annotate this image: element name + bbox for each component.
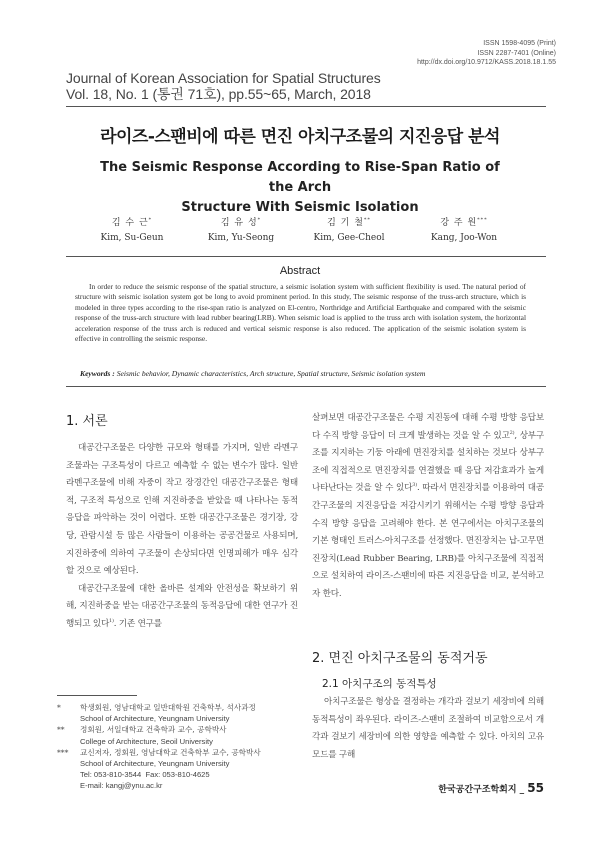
left-column: [66, 440, 298, 634]
english-title-line-2: Structure With Seismic Isolation: [181, 200, 419, 215]
volume-info: Vol. 18, No. 1 (통권 71호), pp.55~65, March, 2018: [66, 86, 371, 102]
author-name-kr: 김 수 근: [111, 218, 149, 228]
footnote-mark: **: [57, 725, 65, 735]
page-footer: [438, 781, 544, 795]
footnote-affiliation-kr: 학생회원, 영남대학교 일반대학원 건축학부, 석사과정: [80, 703, 256, 712]
intro-text: 살펴보면 대공간구조물은 수평 지진동에 대해 수평 방향 응답보다 수직 방향 응답이 더 크게 발생하는 것을 알 수 있고: [312, 413, 544, 441]
author-name-kr: 김 기 철: [327, 218, 364, 228]
footnote-affiliation-en: School of Architecture, Yeungnam University: [80, 714, 230, 724]
contact-email[interactable]: E-mail: kangj@ynu.ac.kr: [80, 781, 163, 791]
english-title: [90, 158, 510, 218]
abstract-bottom-divider: [66, 386, 546, 387]
author-mark: *: [148, 217, 153, 223]
citation-1: 1): [109, 618, 114, 625]
contact-phone-fax: [57, 769, 307, 780]
right-column-top: [312, 410, 544, 604]
footnote-2: [57, 724, 307, 735]
author-2: [181, 213, 301, 246]
intro-paragraph-1: 대공간구조물은 다양한 규모와 형태를 가지며, 일반 라멘구조물과는 구조특성이 다르고 예측할 수 없는 변수가 많다. 일반 라멘구조물에 비해 자중이 작고 장경간인 대공간구조물은 형태적, 구조적 특성으로 인해 지진하중을 받았을 때 나타나는 동적응답을 파악하는 것이 어렵다. 또한 대공간구조물은 경기장, 강당, 관람시설 등 많은 사람들이 이용하는 공공건물로 사용되며, 지진하중에 의하여 구조물이 손상되다면 인명피해가 매우 심각할 것으로 예상된다.: [66, 443, 298, 577]
header-divider: [66, 106, 546, 107]
citation-2: 2): [509, 429, 515, 436]
author-name-en: Kim, Su-Geun: [100, 233, 164, 243]
issn-print: ISSN 1598-4095 (Print): [483, 40, 556, 47]
footnote-3: [57, 747, 307, 758]
footer-journal: 한국공간구조학회지 _: [438, 785, 528, 795]
section-2-1-title: 2.1 아치구조의 동적특성: [322, 678, 437, 690]
abstract-heading: Abstract: [279, 265, 321, 277]
section-2-title: 2. 면진 아치구조물의 동적거동: [312, 651, 488, 666]
journal-block: [66, 70, 381, 102]
footnote-affiliation-kr: 정회원, 서일대학교 건축학과 교수, 공학박사: [80, 725, 227, 735]
issn-online: ISSN 2287-7401 (Online): [477, 49, 556, 57]
author-1: [72, 213, 192, 246]
intro-paragraph-2-continued: [312, 410, 544, 604]
author-name-kr: 김 유 성: [220, 218, 258, 228]
abstract-top-divider: [66, 256, 546, 257]
footnote-mark: *: [57, 703, 61, 712]
intro-paragraph-2-text: 대공간구조물에 대한 올바른 설계와 안전성을 확보하기 위해, 지진하중을 받는 대공간구조물의 동적응답에 대한 연구가 진행되고 있다: [66, 583, 298, 629]
footnotes: [57, 702, 307, 792]
footnote-divider: [57, 695, 137, 696]
footnote-mark: ***: [57, 747, 69, 757]
contact-email-row: [57, 780, 307, 791]
english-title-line-1: The Seismic Response According to Rise-Span Ratio of the Arch: [100, 160, 500, 195]
author-4: [404, 213, 524, 246]
keywords: [80, 369, 520, 378]
section-2-1-paragraph: 아치구조물은 형상을 결정하는 개각과 걸보기 세장비에 의해 동적특성이 좌우된다. 라이즈-스팬비 조절하여 비교함으로서 개각과 걸보기 세장비에 의한 영향을 예측할 수 있다. 아치의 고유모드를 구해: [312, 697, 544, 760]
doi-link[interactable]: http://dx.doi.org/10.9712/KASS.2018.18.1.55: [417, 59, 556, 66]
korean-title: 라이즈-스팬비에 따른 면진 아치구조물의 지진응답 분석: [100, 127, 500, 147]
footnote-affiliation-en: College of Architecture, Seoil University: [80, 736, 213, 746]
abstract-text: In order to reduce the seismic response of the spatial structure, a seismic isolation system with sufficient flexibility is used. The natural period of structure with seismic isolation system got be long to avoid prominent period. In this study, The seismic response of the truss-arch structure, which is modeled in three types according to the rise-span ratio is analyzed on El-centro, Northridge and Artificial Earthquake and compared with the seismic response of the truss-arch structure with lead rubber bearing(LRB). When seismic load is applied to the truss arch with isolation system, the horizontal acceleration response of the truss arch is reduced and vertical seismic response is also reduced. The application of the seismic isolation system is effective in controlling the seismic response.: [75, 282, 526, 344]
intro-text: . 따라서 면진장치를 이용하여 대공간구조물의 지진응답을 저감시키기 위해서는 수평 방향 응답과 수직 방향 응답을 고려해야 한다. 본 연구에서는 아치구조물의 기본 형태인 트러스-아치구조를 선정했다. 면진장치는 납-고무면진장치(Lead Rubber Bearing, LRB)를 아치구조물에 직접적으로 설치하여 라이즈-스팬비에 따른 지진응답을 비교, 분석하고자 한다.: [312, 483, 544, 599]
right-column-bottom: [312, 694, 544, 764]
contact-fax: Fax: 053-810-4625: [145, 770, 210, 780]
page-number: 55: [527, 781, 544, 795]
citation-3: 3): [412, 482, 417, 489]
journal-name: Journal of Korean Association for Spatial Structures: [66, 70, 381, 86]
contact-tel: Tel: 053-810-3544: [80, 770, 142, 780]
author-3: [289, 213, 409, 246]
section-1-title: 1. 서론: [66, 414, 108, 429]
author-name-en: Kang, Joo-Won: [430, 233, 498, 243]
intro-text: , 상부구조를 지지하는 기둥 아래에 면진장치를 설치하는 것보다 상부구조에 직접적으로 면진장치를 연결했을 때 응답 저감효과가 높게 나타난다는 것을 알 수 있다: [312, 430, 544, 494]
author-name-en: Kim, Gee-Cheol: [313, 233, 385, 243]
intro-paragraph-2-tail: . 기존 연구를: [113, 618, 162, 629]
keywords-label: Keywords :: [80, 369, 115, 378]
author-name-kr: 강 주 원: [440, 218, 478, 228]
issn-block: [336, 39, 556, 68]
footnote-1: [57, 702, 307, 713]
keywords-text: Seismic behavior, Dynamic characteristics, Arch structure, Spatial structure, Seismic isolation system: [116, 369, 426, 378]
footnote-affiliation-kr: 교신저자, 정회원, 영남대학교 건축학부 교수, 공학박사: [80, 747, 261, 757]
author-mark: **: [363, 217, 371, 223]
author-mark: *: [257, 217, 262, 223]
intro-paragraph-2: [66, 581, 298, 634]
footnote-affiliation-en: School of Architecture, Yeungnam University: [80, 759, 230, 769]
author-mark: ***: [477, 217, 488, 223]
author-name-en: Kim, Yu-Seong: [207, 233, 275, 243]
